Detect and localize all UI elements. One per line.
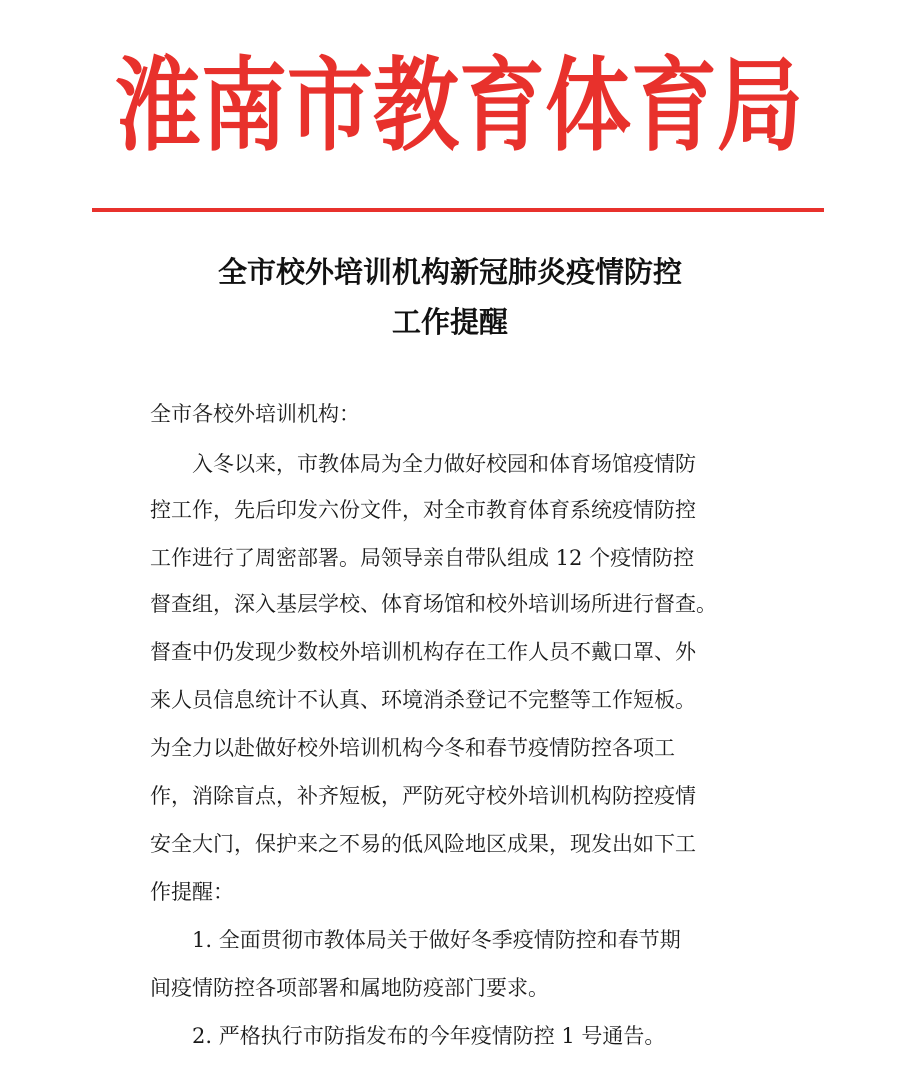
document-title-line-2: 工作提醒 — [391, 305, 508, 339]
paragraph-line: 入冬以来，市教体局为全力做好校园和体育场馆疫情防 — [192, 452, 696, 476]
paragraph-line: 作提醒： — [150, 880, 234, 904]
paragraph-line: 作，消除盲点，补齐短板，严防死守校外培训机构防控疫情 — [150, 784, 696, 808]
salutation: 全市各校外培训机构： — [150, 402, 360, 426]
list-item-1-line: 1. 全面贯彻市教体局关于做好冬季疫情防控和春节期 — [192, 928, 681, 952]
paragraph-line: 来人员信息统计不认真、环境消杀登记不完整等工作短板。 — [150, 688, 696, 712]
paragraph-line: 工作进行了周密部署。局领导亲自带队组成 12 个疫情防控 — [150, 546, 695, 570]
paragraph-line: 为全力以赴做好校外培训机构今冬和春节疫情防控各项工 — [150, 736, 675, 760]
paragraph-line: 安全大门，保护来之不易的低风险地区成果，现发出如下工 — [150, 832, 696, 856]
list-item-1-line: 间疫情防控各项部署和属地防疫部门要求。 — [150, 976, 549, 1000]
paragraph-line: 控工作，先后印发六份文件，对全市教育体育系统疫情防控 — [150, 498, 696, 522]
document-title-line-1: 全市校外培训机构新冠肺炎疫情防控 — [217, 255, 682, 289]
list-item-2-line: 2. 严格执行市防指发布的今年疫情防控 1 号通告。 — [192, 1024, 666, 1048]
paragraph-line: 督查组，深入基层学校、体育场馆和校外培训场所进行督查。 — [150, 592, 717, 616]
paragraph-line: 督查中仍发现少数校外培训机构存在工作人员不戴口罩、外 — [150, 640, 696, 664]
letterhead-red-rule — [92, 208, 824, 212]
letterhead-title: 淮南市教育体育局 — [115, 46, 803, 166]
